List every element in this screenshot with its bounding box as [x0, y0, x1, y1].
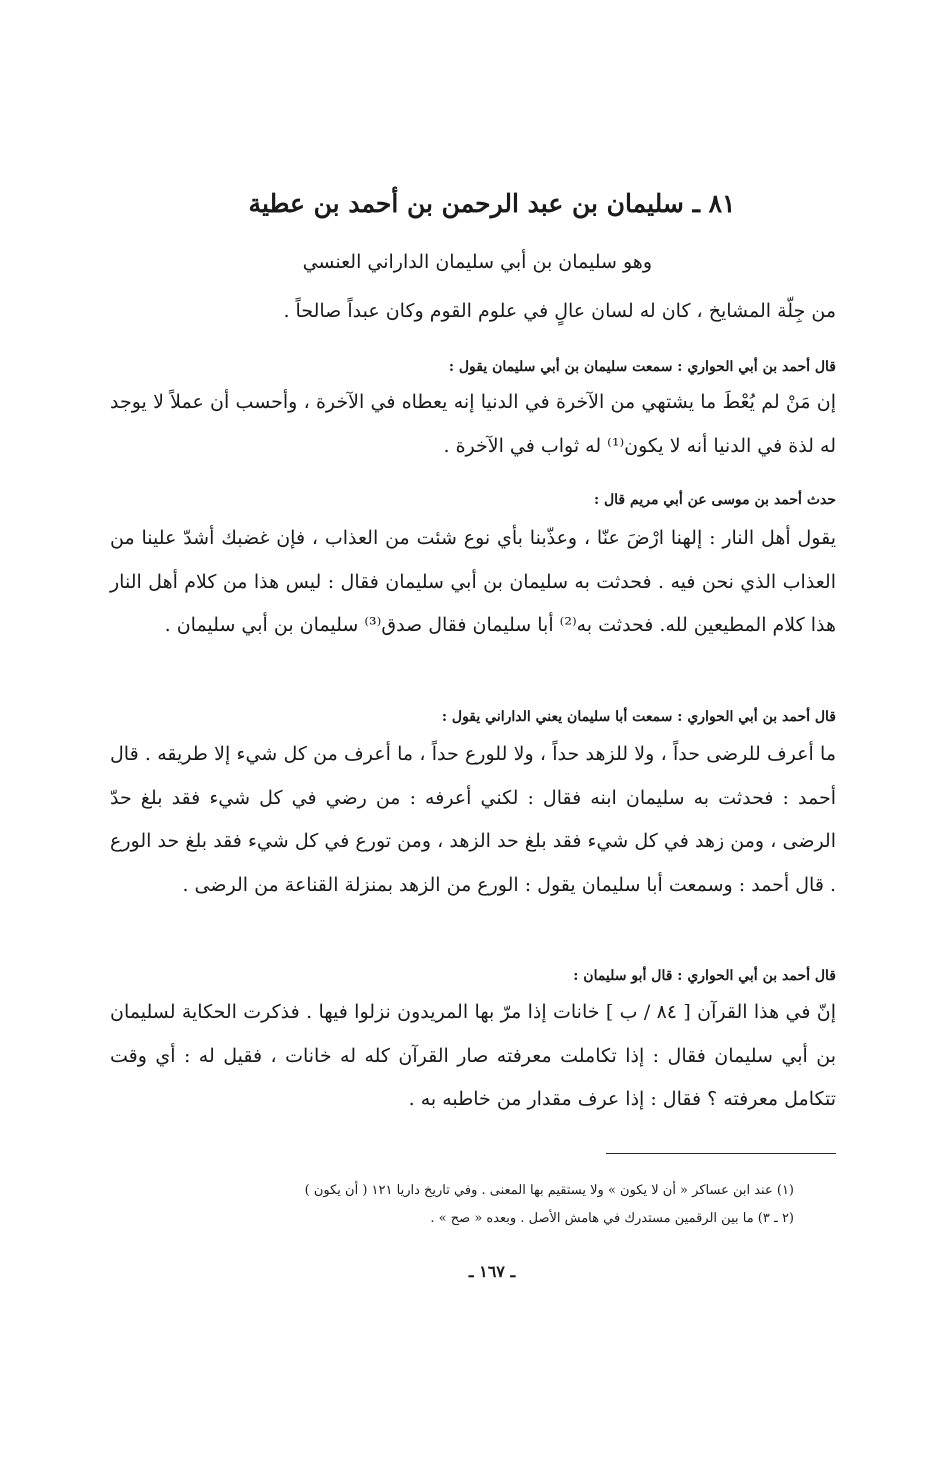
narrator-line: حدث أحمد بن موسى عن أبي مريم قال : [593, 492, 836, 508]
page-number: ـ ١٦٧ ـ [468, 1262, 516, 1281]
footnote-divider [606, 1153, 836, 1154]
footnote-item: (٢ ـ ٣) ما بين الرقمين مستدرك في هامش الأصل . وبعده « صح » . [430, 1211, 794, 1226]
footnote-item: (١) عند ابن عساكر « أن لا يكون » ولا يستقيم بها المعنى . وفي تاريخ داريا ١٢١ ( أن يكون ) [304, 1183, 794, 1198]
narrator-line: قال أحمد بن أبي الحواري : سمعت أبا سليمان يعني الداراني يقول : [441, 709, 836, 725]
biography-title: ٨١ ـ سليمان بن عبد الرحمن بن أحمد بن عطية [248, 189, 736, 218]
body-paragraph: يقول أهل النار : إلهنا ارْضَ عنّا ، وعذّبنا بأي نوع شئت من العذاب ، فإن غضبك أشدّ علينا من العذاب الذي نحن فيه . فحدثت به سليمان بن أبي سليمان فقال : ليس هذا من كلام أهل النار هذا كلام المطيعين لله. فحدثت به⁽²⁾ أبا سليمان فقال صدق⁽³⁾ سليمان بن أبي سليمان . [110, 527, 836, 636]
body-paragraph: ما أعرف للرضى حداً ، ولا للزهد حداً ، ولا للورع حداً ، ما أعرف من كل شيء إلا طريقه . قال أحمد : فحدثت به سليمان ابنه فقال : لكني أعرفه : من رضي في كل شيء فقد بلغ حدّ الرضى ، ومن زهد في كل شيء فقد بلغ حد الزهد ، ومن تورع في كل شيء فقد بلغ حد الورع . قال أحمد : وسمعت أبا سليمان يقول : الورع من الزهد بمنزلة القناعة من الرضى . [110, 743, 836, 896]
narrator-line: قال أحمد بن أبي الحواري : قال أبو سليمان : [573, 968, 836, 984]
intro-paragraph: من جِلّة المشايخ ، كان له لسان عالٍ في علوم القوم وكان عبداً صالحاً . [283, 300, 836, 322]
narrator-line: قال أحمد بن أبي الحواري : سمعت سليمان بن أبي سليمان يقول : [448, 359, 836, 375]
subtitle: وهو سليمان بن أبي سليمان الداراني العنسي [302, 251, 652, 273]
body-paragraph: إن مَنْ لم يُعْطَ ما يشتهي من الآخرة في الدنيا إنه يعطاه في الآخرة ، وأحسب أن عملاً لا يوجد له لذة في الدنيا أنه لا يكون⁽¹⁾ له ثواب في الآخرة . [110, 391, 836, 457]
footnotes [194, 1177, 794, 1233]
body-paragraph: إنّ في هذا القرآن [ ٨٤ / ب ] خانات إذا مرّ بها المريدون نزلوا فيها . فذكرت الحكاية لسليمان بن أبي سليمان فقال : إذا تكاملت معرفته صار القرآن كله له خانات ، فقيل له : أي وقت تتكامل معرفته ؟ فقال : إذا عرف مقدار من خاطبه به . [110, 1001, 836, 1110]
